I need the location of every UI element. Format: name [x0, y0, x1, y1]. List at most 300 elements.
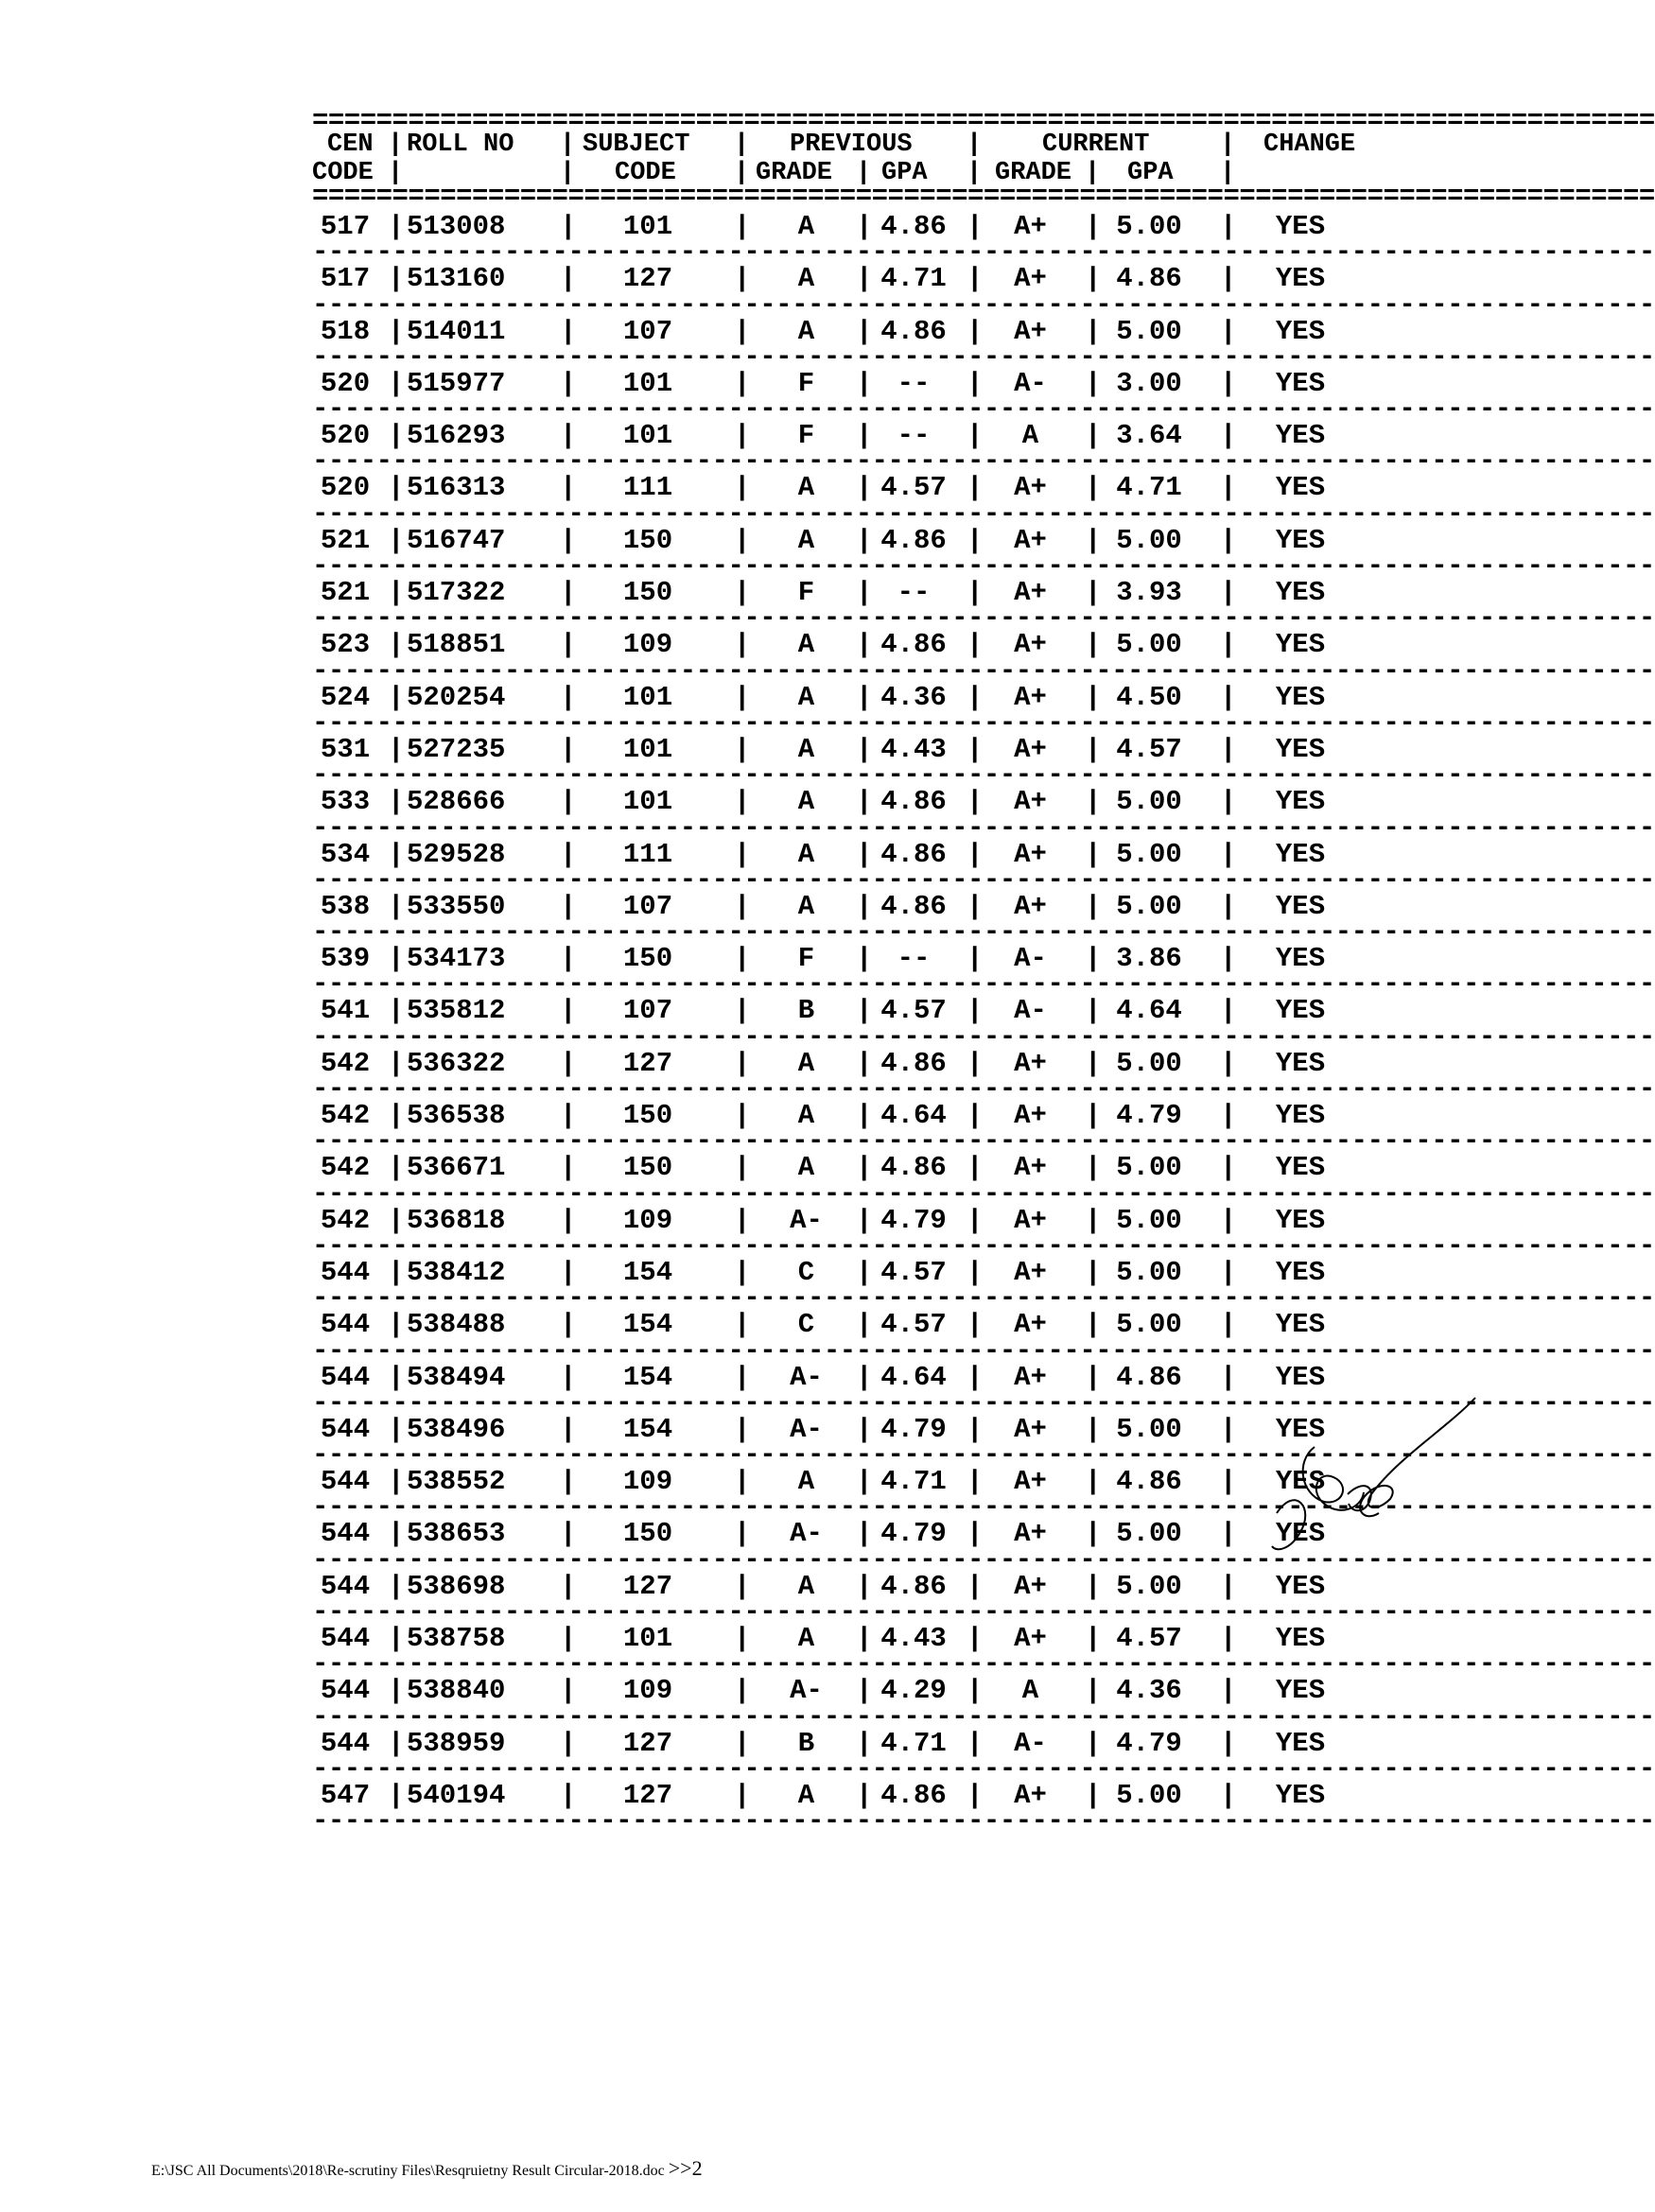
- table-row: 544 538494 154 A- 4.64 A+ 4.86 YES | | | | | | |: [312, 1357, 1362, 1398]
- roll-no: 536818: [407, 1204, 506, 1236]
- prev-grade: A: [797, 211, 815, 242]
- cen-code: 520: [320, 367, 371, 399]
- change: YES: [1275, 629, 1326, 661]
- row-separator: ------------------------------------------------------------------------------------: [312, 550, 1655, 583]
- cur-grade: A+: [1014, 1047, 1047, 1079]
- cen-code: 517: [320, 211, 371, 242]
- change: YES: [1275, 1413, 1326, 1445]
- table-row: 520 516293 101 F -- A 3.64 YES | | | | | | |: [312, 415, 1362, 456]
- roll-no: 538653: [407, 1518, 506, 1550]
- prev-gpa: 4.86: [880, 1779, 947, 1811]
- cen-code: 544: [320, 1727, 371, 1759]
- cen-code: 544: [320, 1466, 371, 1498]
- prev-grade: A: [797, 1623, 815, 1655]
- header-subject-code: CODE: [615, 159, 676, 187]
- table-row: 539 534173 150 F -- A- 3.86 YES | | | | | | |: [312, 938, 1362, 979]
- prev-grade: A: [797, 681, 815, 713]
- subject-code: 150: [622, 577, 673, 609]
- cur-gpa: 4.50: [1116, 681, 1182, 713]
- cur-gpa: 5.00: [1116, 1570, 1182, 1602]
- roll-no: 527235: [407, 733, 506, 765]
- prev-gpa: 4.57: [880, 1256, 947, 1288]
- table-row: 534 529528 111 A 4.86 A+ 5.00 YES | | | | | | |: [312, 834, 1362, 875]
- cen-code: 518: [320, 315, 371, 347]
- row-separator: ------------------------------------------------------------------------------------: [312, 759, 1655, 792]
- cur-gpa: 5.00: [1116, 1309, 1182, 1341]
- cur-grade: A+: [1014, 629, 1047, 661]
- cur-gpa: 3.93: [1116, 577, 1182, 609]
- roll-no: 538698: [407, 1570, 506, 1602]
- cur-gpa: 4.57: [1116, 733, 1182, 765]
- cen-code: 544: [320, 1623, 371, 1655]
- cur-grade: A: [1021, 420, 1039, 452]
- prev-gpa: 4.79: [880, 1518, 947, 1550]
- subject-code: 154: [622, 1256, 673, 1288]
- table-row: 541 535812 107 B 4.57 A- 4.64 YES | | | | | | |: [312, 990, 1362, 1031]
- header-cen: CEN: [327, 131, 374, 159]
- row-separator: ------------------------------------------------------------------------------------: [312, 1229, 1655, 1262]
- prev-grade: A-: [790, 1675, 823, 1707]
- cen-code: 544: [320, 1361, 371, 1393]
- row-separator: ------------------------------------------------------------------------------------: [312, 1334, 1655, 1367]
- row-separator: ------------------------------------------------------------------------------------: [312, 1752, 1655, 1785]
- cur-grade: A+: [1014, 263, 1047, 295]
- subject-code: 101: [622, 1623, 673, 1655]
- roll-no: 538552: [407, 1466, 506, 1498]
- cur-grade: A+: [1014, 524, 1047, 556]
- roll-no: 538488: [407, 1309, 506, 1341]
- cen-code: 544: [320, 1256, 371, 1288]
- cur-grade: A-: [1014, 367, 1047, 399]
- prev-gpa: 4.86: [880, 524, 947, 556]
- roll-no: 538496: [407, 1413, 506, 1445]
- prev-gpa: --: [897, 420, 931, 452]
- change: YES: [1275, 1100, 1326, 1132]
- prev-grade: A: [797, 1100, 815, 1132]
- roll-no: 536538: [407, 1100, 506, 1132]
- cen-code: 542: [320, 1100, 371, 1132]
- change: YES: [1275, 1361, 1326, 1393]
- cur-grade: A+: [1014, 1623, 1047, 1655]
- prev-grade: A: [797, 733, 815, 765]
- prev-grade: F: [797, 577, 815, 609]
- cur-grade: A+: [1014, 577, 1047, 609]
- cur-grade: A+: [1014, 1204, 1047, 1236]
- prev-grade: F: [797, 367, 815, 399]
- roll-no: 540194: [407, 1779, 506, 1811]
- roll-no: 516293: [407, 420, 506, 452]
- header-code: CODE: [312, 159, 374, 187]
- handwritten-signature: [1258, 1390, 1504, 1570]
- change: YES: [1275, 786, 1326, 818]
- change: YES: [1275, 1623, 1326, 1655]
- subject-code: 127: [622, 1570, 673, 1602]
- table-row: 533 528666 101 A 4.86 A+ 5.00 YES | | | | | | |: [312, 781, 1362, 822]
- row-separator: ------------------------------------------------------------------------------------: [312, 1596, 1655, 1629]
- cen-code: 541: [320, 995, 371, 1027]
- prev-gpa: 4.64: [880, 1100, 947, 1132]
- cur-gpa: 4.86: [1116, 1466, 1182, 1498]
- prev-grade: A: [797, 838, 815, 870]
- table-row: 520 516313 111 A 4.57 A+ 4.71 YES | | | | | | |: [312, 467, 1362, 508]
- cur-grade: A+: [1014, 1361, 1047, 1393]
- roll-no: 520254: [407, 681, 506, 713]
- cur-grade: A+: [1014, 1152, 1047, 1184]
- change: YES: [1275, 1152, 1326, 1184]
- change: YES: [1275, 1675, 1326, 1707]
- row-separator: ------------------------------------------------------------------------------------: [312, 288, 1655, 321]
- row-separator: ------------------------------------------------------------------------------------: [312, 1020, 1655, 1053]
- cur-gpa: 5.00: [1116, 315, 1182, 347]
- cur-gpa: 5.00: [1116, 211, 1182, 242]
- subject-code: 101: [622, 733, 673, 765]
- cur-grade: A+: [1014, 472, 1047, 504]
- table-row: 523 518851 109 A 4.86 A+ 5.00 YES | | | | | | |: [312, 624, 1362, 665]
- file-path: E:\JSC All Documents\2018\Re-scrutiny Files\Resqruietny Result Circular-2018.doc: [151, 2163, 669, 2179]
- cen-code: 538: [320, 890, 371, 922]
- row-separator: ------------------------------------------------------------------------------------: [312, 811, 1655, 844]
- change: YES: [1275, 943, 1326, 975]
- cur-grade: A+: [1014, 733, 1047, 765]
- row-separator: ------------------------------------------------------------------------------------: [312, 968, 1655, 1001]
- prev-gpa: 4.86: [880, 211, 947, 242]
- row-separator: ------------------------------------------------------------------------------------: [312, 1125, 1655, 1158]
- prev-gpa: 4.29: [880, 1675, 947, 1707]
- change: YES: [1275, 472, 1326, 504]
- subject-code: 109: [622, 629, 673, 661]
- change: YES: [1275, 838, 1326, 870]
- roll-no: 538494: [407, 1361, 506, 1393]
- roll-no: 538758: [407, 1623, 506, 1655]
- row-separator: ------------------------------------------------------------------------------------: [312, 706, 1655, 739]
- subject-code: 101: [622, 420, 673, 452]
- subject-code: 127: [622, 1779, 673, 1811]
- cur-grade: A-: [1014, 1727, 1047, 1759]
- subject-code: 150: [622, 1100, 673, 1132]
- prev-grade: B: [797, 1727, 815, 1759]
- prev-grade: A: [797, 629, 815, 661]
- roll-no: 538959: [407, 1727, 506, 1759]
- change: YES: [1275, 263, 1326, 295]
- cur-grade: A-: [1014, 943, 1047, 975]
- prev-gpa: 4.57: [880, 472, 947, 504]
- result-sheet: [312, 105, 1655, 1838]
- cur-gpa: 4.86: [1116, 263, 1182, 295]
- cen-code: 534: [320, 838, 371, 870]
- page-marker: >>2: [668, 2156, 703, 2180]
- row-separator: ------------------------------------------------------------------------------------: [312, 1177, 1655, 1210]
- prev-grade: F: [797, 943, 815, 975]
- table-row: 521 516747 150 A 4.86 A+ 5.00 YES | | | | | | |: [312, 520, 1362, 561]
- prev-gpa: 4.79: [880, 1413, 947, 1445]
- cur-grade: A+: [1014, 1779, 1047, 1811]
- roll-no: 538412: [407, 1256, 506, 1288]
- subject-code: 154: [622, 1361, 673, 1393]
- change: YES: [1275, 1570, 1326, 1602]
- prev-gpa: 4.43: [880, 1623, 947, 1655]
- change: YES: [1275, 890, 1326, 922]
- roll-no: 513160: [407, 263, 506, 295]
- cur-grade: A+: [1014, 1309, 1047, 1341]
- prev-gpa: 4.86: [880, 786, 947, 818]
- cur-grade: A+: [1014, 1413, 1047, 1445]
- cen-code: 523: [320, 629, 371, 661]
- prev-grade: A: [797, 1779, 815, 1811]
- header-cur-gpa: GPA: [1127, 159, 1174, 187]
- cen-code: 542: [320, 1204, 371, 1236]
- table-row: 544 538758 101 A 4.43 A+ 4.57 YES | | | | | | |: [312, 1618, 1362, 1659]
- cur-gpa: 5.00: [1116, 524, 1182, 556]
- subject-code: 111: [622, 838, 673, 870]
- change: YES: [1275, 1727, 1326, 1759]
- subject-code: 109: [622, 1466, 673, 1498]
- cen-code: 544: [320, 1675, 371, 1707]
- prev-grade: A-: [790, 1518, 823, 1550]
- cur-grade: A+: [1014, 838, 1047, 870]
- cur-grade: A-: [1014, 995, 1047, 1027]
- row-separator: ------------------------------------------------------------------------------------: [312, 445, 1655, 478]
- prev-gpa: 4.86: [880, 1152, 947, 1184]
- cen-code: 521: [320, 524, 371, 556]
- cur-gpa: 4.71: [1116, 472, 1182, 504]
- row-separator: ------------------------------------------------------------------------------------: [312, 1386, 1655, 1419]
- cur-grade: A+: [1014, 786, 1047, 818]
- cur-gpa: 5.00: [1116, 786, 1182, 818]
- prev-gpa: 4.86: [880, 838, 947, 870]
- cur-gpa: 5.00: [1116, 1047, 1182, 1079]
- cur-gpa: 4.36: [1116, 1675, 1182, 1707]
- header-subject: SUBJECT: [583, 131, 690, 159]
- cur-gpa: 5.00: [1116, 838, 1182, 870]
- cur-gpa: 4.86: [1116, 1361, 1182, 1393]
- table-row: 521 517322 150 F -- A+ 3.93 YES | | | | | | |: [312, 572, 1362, 613]
- prev-grade: C: [797, 1309, 815, 1341]
- row-separator: ------------------------------------------------------------------------------------: [312, 654, 1655, 687]
- change: YES: [1275, 367, 1326, 399]
- prev-gpa: 4.86: [880, 1570, 947, 1602]
- row-separator: ------------------------------------------------------------------------------------: [312, 1805, 1655, 1838]
- roll-no: 536671: [407, 1152, 506, 1184]
- prev-grade: A: [797, 1047, 815, 1079]
- header-change: CHANGE: [1263, 131, 1356, 159]
- subject-code: 154: [622, 1309, 673, 1341]
- cur-gpa: 5.00: [1116, 1779, 1182, 1811]
- prev-gpa: 4.86: [880, 890, 947, 922]
- cen-code: 544: [320, 1518, 371, 1550]
- cen-code: 520: [320, 420, 371, 452]
- prev-grade: A: [797, 786, 815, 818]
- prev-grade: A: [797, 1466, 815, 1498]
- roll-no: 534173: [407, 943, 506, 975]
- prev-grade: B: [797, 995, 815, 1027]
- cur-grade: A+: [1014, 1518, 1047, 1550]
- subject-code: 150: [622, 1152, 673, 1184]
- cur-gpa: 5.00: [1116, 890, 1182, 922]
- table-header: CEN CODE | | ROLL NO | | SUBJECT CODE | | PREVIOUS GRADE | GPA | | CURRENT GRADE | GPA | | CHANGE: [312, 131, 1356, 187]
- table-row: 547 540194 127 A 4.86 A+ 5.00 YES | | | | | | |: [312, 1775, 1362, 1816]
- cen-code: 544: [320, 1413, 371, 1445]
- prev-grade: A-: [790, 1413, 823, 1445]
- change: YES: [1275, 315, 1326, 347]
- table-row: 542 536538 150 A 4.64 A+ 4.79 YES | | | | | | |: [312, 1095, 1362, 1136]
- cur-gpa: 5.00: [1116, 629, 1182, 661]
- table-row: 544 538488 154 C 4.57 A+ 5.00 YES | | | | | | |: [312, 1304, 1362, 1345]
- cur-gpa: 5.00: [1116, 1518, 1182, 1550]
- row-separator: ------------------------------------------------------------------------------------: [312, 236, 1655, 269]
- change: YES: [1275, 1256, 1326, 1288]
- change: YES: [1275, 524, 1326, 556]
- roll-no: 516313: [407, 472, 506, 504]
- subject-code: 150: [622, 943, 673, 975]
- header-prev-gpa: GPA: [881, 159, 928, 187]
- roll-no: 528666: [407, 786, 506, 818]
- change: YES: [1275, 1518, 1326, 1550]
- prev-gpa: 4.71: [880, 1727, 947, 1759]
- row-separator: ------------------------------------------------------------------------------------: [312, 1700, 1655, 1733]
- subject-code: 109: [622, 1204, 673, 1236]
- file-path-footer: [151, 2156, 703, 2181]
- table-row: 544 538959 127 B 4.71 A- 4.79 YES | | | | | | |: [312, 1723, 1362, 1764]
- prev-grade: F: [797, 420, 815, 452]
- change: YES: [1275, 1047, 1326, 1079]
- row-separator: ------------------------------------------------------------------------------------: [312, 340, 1655, 373]
- double-rule: ====================================================================================: [312, 105, 1655, 136]
- cen-code: 539: [320, 943, 371, 975]
- roll-no: 529528: [407, 838, 506, 870]
- header-roll-no: ROLL NO: [407, 131, 514, 159]
- prev-gpa: 4.86: [880, 315, 947, 347]
- cen-code: 531: [320, 733, 371, 765]
- roll-no: 515977: [407, 367, 506, 399]
- table-row: 517 513008 101 A 4.86 A+ 5.00 YES | | | | | | |: [312, 206, 1362, 247]
- roll-no: 538840: [407, 1675, 506, 1707]
- cen-code: 544: [320, 1570, 371, 1602]
- prev-grade: A: [797, 315, 815, 347]
- header-current: CURRENT: [1042, 131, 1150, 159]
- row-separator: ------------------------------------------------------------------------------------: [312, 1282, 1655, 1315]
- prev-grade: A: [797, 472, 815, 504]
- roll-no: 513008: [407, 211, 506, 242]
- cur-grade: A: [1021, 1675, 1039, 1707]
- subject-code: 150: [622, 524, 673, 556]
- cur-gpa: 5.00: [1116, 1413, 1182, 1445]
- table-row: 542 536671 150 A 4.86 A+ 5.00 YES | | | | | | |: [312, 1147, 1362, 1188]
- subject-code: 127: [622, 1727, 673, 1759]
- prev-gpa: --: [897, 577, 931, 609]
- subject-code: 107: [622, 890, 673, 922]
- header-prev-grade: GRADE: [756, 159, 833, 187]
- cur-grade: A+: [1014, 315, 1047, 347]
- cen-code: 520: [320, 472, 371, 504]
- change: YES: [1275, 681, 1326, 713]
- prev-gpa: 4.64: [880, 1361, 947, 1393]
- row-separator: ------------------------------------------------------------------------------------: [312, 1543, 1655, 1576]
- roll-no: 517322: [407, 577, 506, 609]
- subject-code: 101: [622, 681, 673, 713]
- table-row: 517 513160 127 A 4.71 A+ 4.86 YES | | | | | | |: [312, 258, 1362, 299]
- cur-gpa: 4.79: [1116, 1727, 1182, 1759]
- cur-grade: A+: [1014, 681, 1047, 713]
- table-row: 544 538412 154 C 4.57 A+ 5.00 YES | | | | | | |: [312, 1252, 1362, 1293]
- cen-code: 524: [320, 681, 371, 713]
- subject-code: 127: [622, 263, 673, 295]
- prev-grade: A: [797, 263, 815, 295]
- prev-gpa: --: [897, 943, 931, 975]
- table-row: 520 515977 101 F -- A- 3.00 YES | | | | | | |: [312, 363, 1362, 404]
- roll-no: 514011: [407, 315, 506, 347]
- change: YES: [1275, 577, 1326, 609]
- cur-grade: A+: [1014, 1466, 1047, 1498]
- change: YES: [1275, 1309, 1326, 1341]
- prev-gpa: 4.36: [880, 681, 947, 713]
- prev-gpa: --: [897, 367, 931, 399]
- table-body: [312, 206, 1655, 1838]
- prev-grade: A-: [790, 1361, 823, 1393]
- prev-grade: A: [797, 1570, 815, 1602]
- prev-gpa: 4.71: [880, 263, 947, 295]
- row-separator: ------------------------------------------------------------------------------------: [312, 1491, 1655, 1524]
- cur-gpa: 3.86: [1116, 943, 1182, 975]
- row-separator: ------------------------------------------------------------------------------------: [312, 497, 1655, 530]
- cur-grade: A+: [1014, 211, 1047, 242]
- cur-gpa: 5.00: [1116, 1204, 1182, 1236]
- cen-code: 542: [320, 1152, 371, 1184]
- prev-grade: C: [797, 1256, 815, 1288]
- cur-gpa: 3.00: [1116, 367, 1182, 399]
- prev-gpa: 4.71: [880, 1466, 947, 1498]
- prev-gpa: 4.43: [880, 733, 947, 765]
- table-row: 544 538653 150 A- 4.79 A+ 5.00 YES | | | | | | |: [312, 1513, 1362, 1554]
- row-separator: ------------------------------------------------------------------------------------: [312, 1648, 1655, 1681]
- roll-no: 535812: [407, 995, 506, 1027]
- table-row: 531 527235 101 A 4.43 A+ 4.57 YES | | | | | | |: [312, 729, 1362, 770]
- subject-code: 101: [622, 211, 673, 242]
- prev-grade: A: [797, 524, 815, 556]
- cur-grade: A+: [1014, 1570, 1047, 1602]
- subject-code: 109: [622, 1675, 673, 1707]
- cur-gpa: 3.64: [1116, 420, 1182, 452]
- header-cur-grade: GRADE: [995, 159, 1072, 187]
- subject-code: 127: [622, 1047, 673, 1079]
- row-separator: ------------------------------------------------------------------------------------: [312, 1439, 1655, 1472]
- cur-gpa: 4.79: [1116, 1100, 1182, 1132]
- subject-code: 107: [622, 315, 673, 347]
- prev-grade: A: [797, 890, 815, 922]
- table-row: 538 533550 107 A 4.86 A+ 5.00 YES | | | | | | |: [312, 886, 1362, 927]
- table-row: 544 538840 109 A- 4.29 A 4.36 YES | | | | | | |: [312, 1670, 1362, 1711]
- row-separator: ------------------------------------------------------------------------------------: [312, 1073, 1655, 1106]
- roll-no: 518851: [407, 629, 506, 661]
- table-row: 542 536818 109 A- 4.79 A+ 5.00 YES | | | | | | |: [312, 1200, 1362, 1241]
- roll-no: 533550: [407, 890, 506, 922]
- subject-code: 107: [622, 995, 673, 1027]
- cur-gpa: 4.64: [1116, 995, 1182, 1027]
- table-row: 544 538698 127 A 4.86 A+ 5.00 YES | | | | | | |: [312, 1566, 1362, 1607]
- prev-grade: A-: [790, 1204, 823, 1236]
- table-row: 544 538552 109 A 4.71 A+ 4.86 YES | | | | | | |: [312, 1461, 1362, 1502]
- change: YES: [1275, 211, 1326, 242]
- cen-code: 521: [320, 577, 371, 609]
- prev-gpa: 4.57: [880, 1309, 947, 1341]
- subject-code: 111: [622, 472, 673, 504]
- change: YES: [1275, 733, 1326, 765]
- cen-code: 544: [320, 1309, 371, 1341]
- roll-no: 516747: [407, 524, 506, 556]
- prev-gpa: 4.86: [880, 629, 947, 661]
- subject-code: 101: [622, 786, 673, 818]
- table-row: 544 538496 154 A- 4.79 A+ 5.00 YES | | | | | | |: [312, 1409, 1362, 1450]
- cur-grade: A+: [1014, 1100, 1047, 1132]
